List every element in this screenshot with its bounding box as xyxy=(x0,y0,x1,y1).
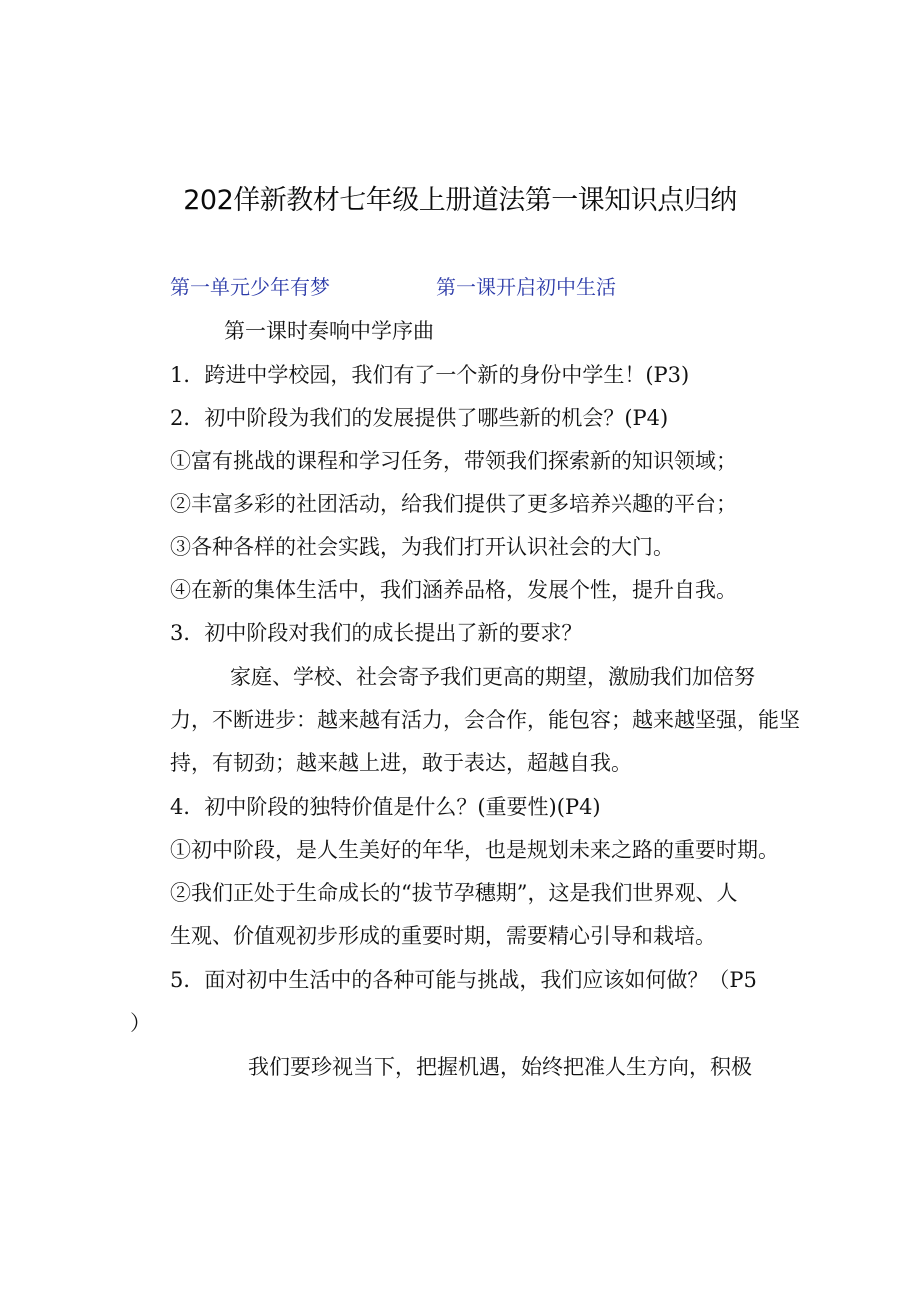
item-5-continuation: ） xyxy=(130,1011,151,1035)
item-4: 4．初中阶段的独特价值是什么？(重要性)(P4) xyxy=(170,795,601,819)
item-5-paragraph-line-1: 我们要珍视当下，把握机遇，始终把准人生方向，积极 xyxy=(248,1055,752,1079)
unit-heading: 第一单元少年有梦 xyxy=(170,275,330,299)
item-2-point-4: ④在新的集体生活中，我们涵养品格，发展个性，提升自我。 xyxy=(170,578,737,602)
lesson-heading: 第一课开启初中生活 xyxy=(436,275,616,299)
item-3-paragraph-line-3: 持，有韧劲；越来越上进，敢于表达，超越自我。 xyxy=(170,751,632,775)
section-title: 第一课时奏响中学序曲 xyxy=(224,319,434,343)
item-2-point-3: ③各种各样的社会实践，为我们打开认识社会的大门。 xyxy=(170,535,674,559)
item-4-point-2-line-1: ②我们正处于生命成长的“拔节孕穗期”，这是我们世界观、人 xyxy=(170,881,738,905)
item-3: 3．初中阶段对我们的成长提出了新的要求？ xyxy=(170,621,583,645)
item-2-point-2: ②丰富多彩的社团活动，给我们提供了更多培养兴趣的平台； xyxy=(170,492,737,516)
document-title: 202佯新教材七年级上册道法第一课知识点归纳 xyxy=(183,185,737,216)
item-3-paragraph-line-2: 力，不断进步：越来越有活力，会合作，能包容；越来越坚强，能坚 xyxy=(170,708,800,732)
item-3-paragraph-line-1: 家庭、学校、社会寄予我们更高的期望，激励我们加倍努 xyxy=(230,665,755,689)
item-5: 5．面对初中生活中的各种可能与挑战，我们应该如何做？（P5 xyxy=(170,968,757,992)
item-4-point-1: ①初中阶段，是人生美好的年华，也是规划未来之路的重要时期。 xyxy=(170,838,779,862)
item-2-point-1: ①富有挑战的课程和学习任务，带领我们探索新的知识领域； xyxy=(170,449,737,473)
item-4-point-2-line-2: 生观、价值观初步形成的重要时期，需要精心引导和栽培。 xyxy=(170,924,716,948)
item-2: 2．初中阶段为我们的发展提供了哪些新的机会？(P4) xyxy=(170,406,669,430)
item-1: 1．跨进中学校园，我们有了一个新的身份中学生！(P3) xyxy=(170,363,690,387)
